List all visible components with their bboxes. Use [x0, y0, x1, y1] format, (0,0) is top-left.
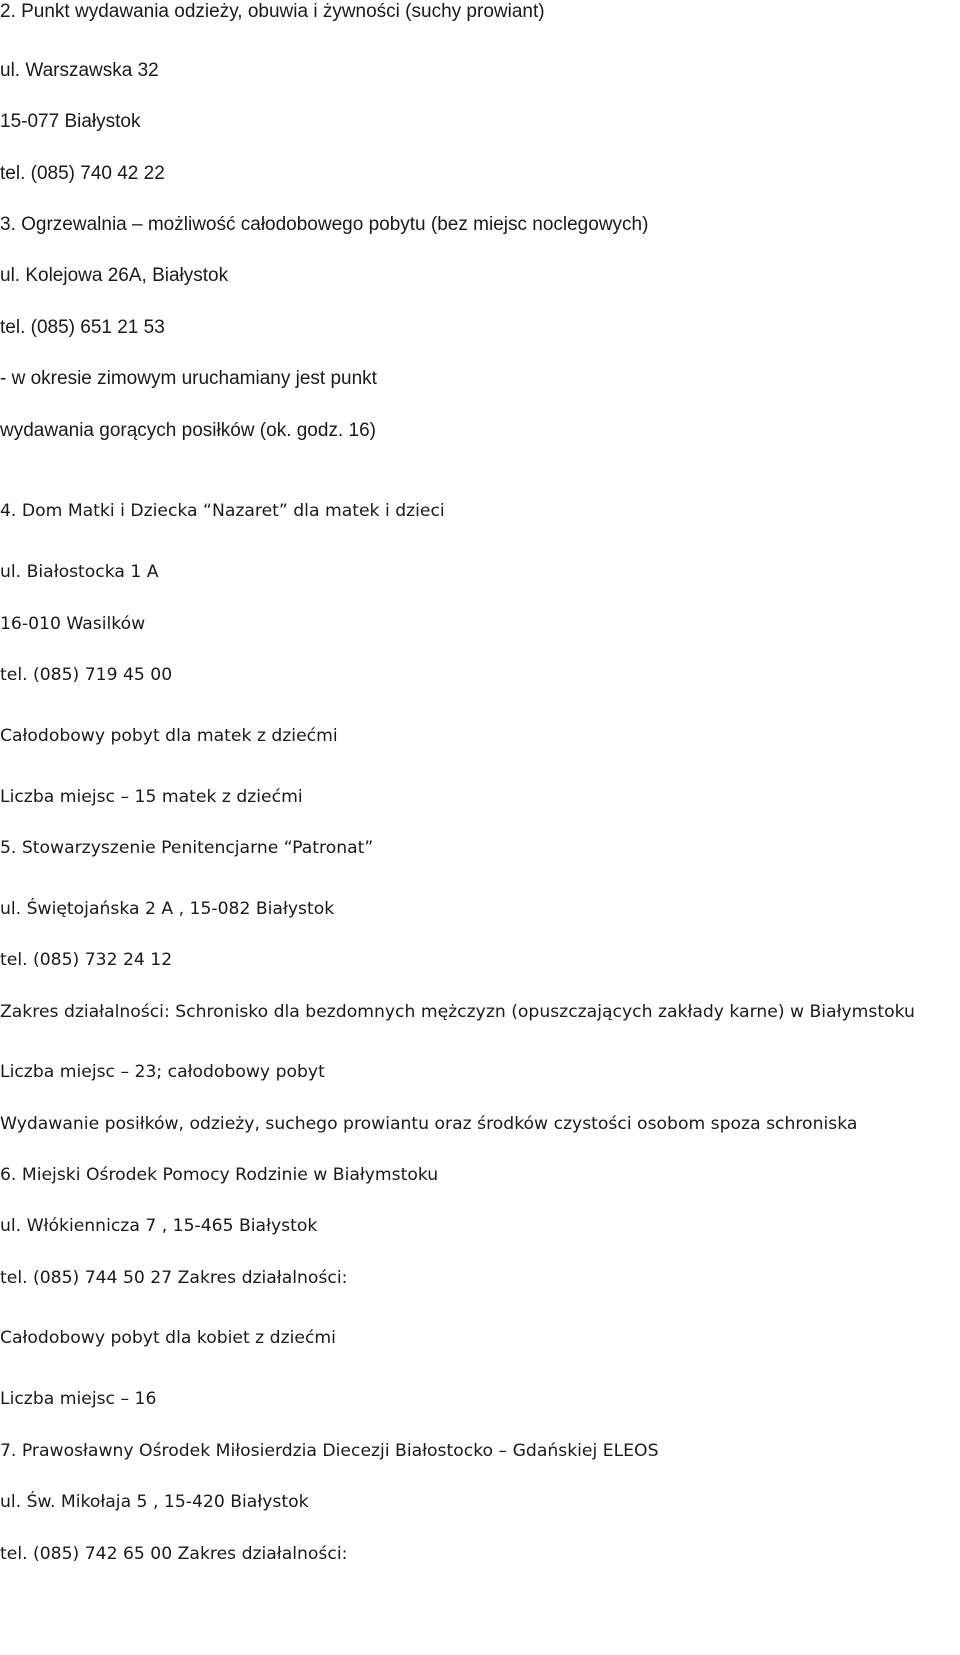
line-item-heading-4: 4. Dom Matki i Dziecka “Nazaret” dla matek i dzieci [0, 501, 445, 521]
line-item-phone-5: tel. (085) 732 24 12 [0, 950, 173, 970]
line-item-heading-3: 3. Ogrzewalnia – możliwość całodobowego pobytu (bez miejsc noclegowych) [0, 214, 649, 235]
line-item-desc-4: Całodobowy pobyt dla matek z dziećmi [0, 726, 338, 746]
line-item-heading-6: 6. Miejski Ośrodek Pomocy Rodzinie w Białymstoku [0, 1165, 439, 1185]
line-item-address-3: ul. Kolejowa 26A, Białystok [0, 265, 229, 286]
line-item-address-5: ul. Świętojańska 2 A , 15-082 Białystok [0, 899, 335, 919]
line-item-phone-7: tel. (085) 742 65 00 Zakres działalności: [0, 1544, 348, 1564]
line-item-phone-2: tel. (085) 740 42 22 [0, 163, 165, 184]
line-item-postal-2: 15-077 Białystok [0, 111, 141, 132]
line-item-heading-7: 7. Prawosławny Ośrodek Miłosierdzia Diecezji Białostocko – Gdańskiej ELEOS [0, 1441, 659, 1461]
line-item-heading-2: 2. Punkt wydawania odzieży, obuwia i żywności (suchy prowiant) [0, 1, 545, 22]
line-item-capacity-5: Liczba miejsc – 23; całodobowy pobyt [0, 1062, 325, 1082]
line-item-capacity-6: Liczba miejsc – 16 [0, 1389, 157, 1409]
line-item-capacity-4: Liczba miejsc – 15 matek z dziećmi [0, 787, 303, 807]
line-item-phone-3: tel. (085) 651 21 53 [0, 317, 165, 338]
line-item-address-4: ul. Białostocka 1 A [0, 562, 159, 582]
line-item-phone-6: tel. (085) 744 50 27 Zakres działalności: [0, 1268, 348, 1288]
line-item-postal-4: 16-010 Wasilków [0, 614, 146, 634]
line-item-note-3a: - w okresie zimowym uruchamiany jest punkt [0, 368, 377, 389]
line-item-address-7: ul. Św. Mikołaja 5 , 15-420 Białystok [0, 1492, 309, 1512]
line-item-scope-5: Zakres działalności: Schronisko dla bezdomnych mężczyzn (opuszczających zakłady karne) w Białymstoku [0, 1002, 915, 1022]
line-item-phone-4: tel. (085) 719 45 00 [0, 665, 173, 685]
line-item-note-3b: wydawania gorących posiłków (ok. godz. 16) [0, 420, 376, 441]
line-item-desc-6: Całodobowy pobyt dla kobiet z dziećmi [0, 1328, 336, 1348]
line-item-heading-5: 5. Stowarzyszenie Penitencjarne “Patronat” [0, 838, 374, 858]
line-item-address-6: ul. Włókiennicza 7 , 15-465 Białystok [0, 1216, 318, 1236]
line-item-address-2: ul. Warszawska 32 [0, 60, 159, 81]
line-item-services-5: Wydawanie posiłków, odzieży, suchego prowiantu oraz środków czystości osobom spoza schroniska [0, 1114, 858, 1134]
